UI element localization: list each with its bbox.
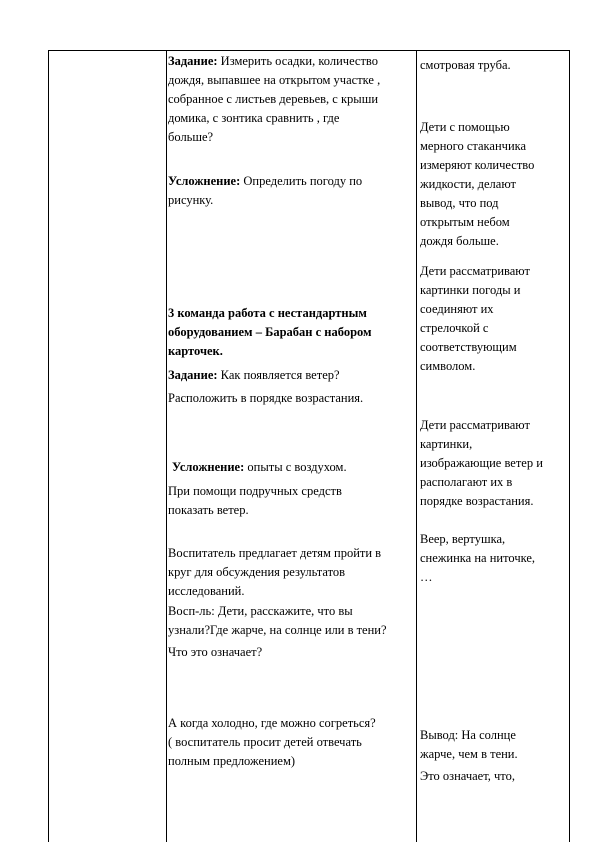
complication1-label: Усложнение: (168, 174, 241, 188)
column-divider-2 (416, 50, 417, 842)
task2-label: Задание: (168, 368, 218, 382)
task1-paragraph (168, 52, 408, 147)
teacher-offer: Воспитатель предлагает детям пройти в круг для обсуждения результатов исследований. (168, 546, 382, 598)
complication1-paragraph (168, 172, 408, 210)
pictures-text: Дети рассматривают картинки погоды и соединяют их стрелочкой с соответствующим символом. (420, 264, 530, 373)
task1-label: Задание: (168, 54, 218, 68)
team3-heading: 3 команда работа с нестандартным оборудованием – Барабан с набором карточек. (168, 306, 372, 358)
teacher-question: Восп-ль: Дети, расскажите, что вы узнали?Где жарче, на солнце или в тени? (168, 604, 387, 637)
items-text: Веер, вертушка, снежинка на ниточке, … (420, 532, 536, 584)
tube-text: смотровая труба. (420, 58, 511, 72)
wind-pictures-text: Дети рассматривают картинки, изображающие ветер и располагают их в порядке возрастания. (420, 418, 543, 508)
task2-text: Как появляется ветер? (217, 368, 340, 382)
table-left-border (48, 50, 49, 842)
table-top-border (48, 50, 570, 51)
meaning-text: Это означает, что, (420, 769, 515, 783)
complication1-text: Определить погоду по рисунку. (168, 174, 363, 207)
task2-line2: Расположить в порядке возрастания. (168, 391, 364, 405)
column-divider-1 (166, 50, 167, 842)
cold-question: А когда холодно, где можно согреться? ( воспитатель просит детей отвечать полным предложением) (168, 716, 376, 768)
complication2-line2: При помощи подручных средств показать ветер. (168, 484, 342, 517)
complication2-paragraph (172, 458, 408, 477)
conclusion-text: Вывод: На солнце жарче, чем в тени. (420, 728, 518, 761)
task1-text: Измерить осадки, количество дождя, выпавшее на открытом участке , собранное с листьев деревьев, с крыши домика, с зонтика сравнить , где больше? (168, 54, 381, 144)
measure-text: Дети с помощью мерного стаканчика измеряют количество жидкости, делают вывод, что под открытым небом дождя больше. (420, 120, 535, 248)
complication2-text: опыты с воздухом. (244, 460, 347, 474)
meaning-question: Что это означает? (168, 645, 263, 659)
table-right-border (569, 50, 570, 842)
task2-paragraph (168, 366, 408, 385)
complication2-label: Усложнение: (172, 460, 245, 474)
